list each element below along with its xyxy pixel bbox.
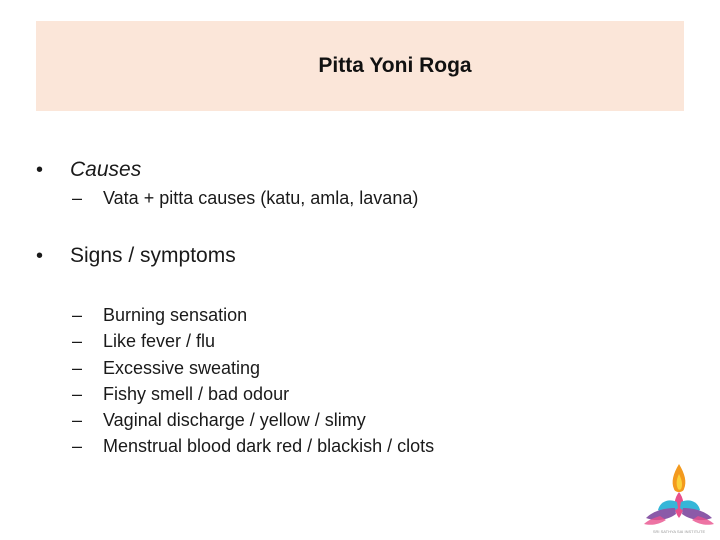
symptom-text: Burning sensation: [103, 305, 248, 325]
bullet-marker: •: [36, 159, 44, 181]
bullet-signs-label: Signs / symptoms: [70, 244, 236, 267]
symptom-text: Excessive sweating: [103, 357, 261, 378]
symptom-text: Vaginal discharge / yellow / slimy: [103, 410, 366, 431]
list-item: [72, 383, 434, 409]
causes-sub-item: [72, 188, 418, 209]
dash-marker: –: [72, 410, 83, 431]
dash-marker: –: [72, 436, 83, 457]
causes-sub-text: Vata + pitta causes (katu, amla, lavana): [103, 188, 419, 208]
list-item: [72, 304, 434, 330]
slide-title: Pitta Yoni Roga: [318, 54, 472, 77]
bullet-marker: •: [36, 245, 44, 267]
dash-marker: –: [72, 305, 83, 325]
bullet-causes: [36, 158, 141, 182]
symptom-text: Menstrual blood dark red / blackish / clots: [103, 436, 435, 457]
dash-marker: –: [72, 383, 83, 404]
symptoms-list: [72, 304, 434, 462]
dash-marker: –: [72, 357, 83, 378]
dash-marker: –: [72, 188, 83, 208]
logo-caption: SRI SATHYA SAI INSTITUTE: [652, 529, 706, 534]
list-item: [72, 330, 434, 356]
dash-marker: –: [72, 331, 83, 352]
symptom-text: Fishy smell / bad odour: [103, 383, 290, 404]
list-item: [72, 435, 434, 461]
bullet-signs-symptoms: [36, 244, 236, 268]
flame-lotus-logo-icon: [640, 462, 718, 538]
symptom-text: Like fever / flu: [103, 331, 216, 352]
list-item: [72, 409, 434, 435]
list-item: [72, 357, 434, 383]
bullet-causes-label: Causes: [70, 158, 142, 181]
